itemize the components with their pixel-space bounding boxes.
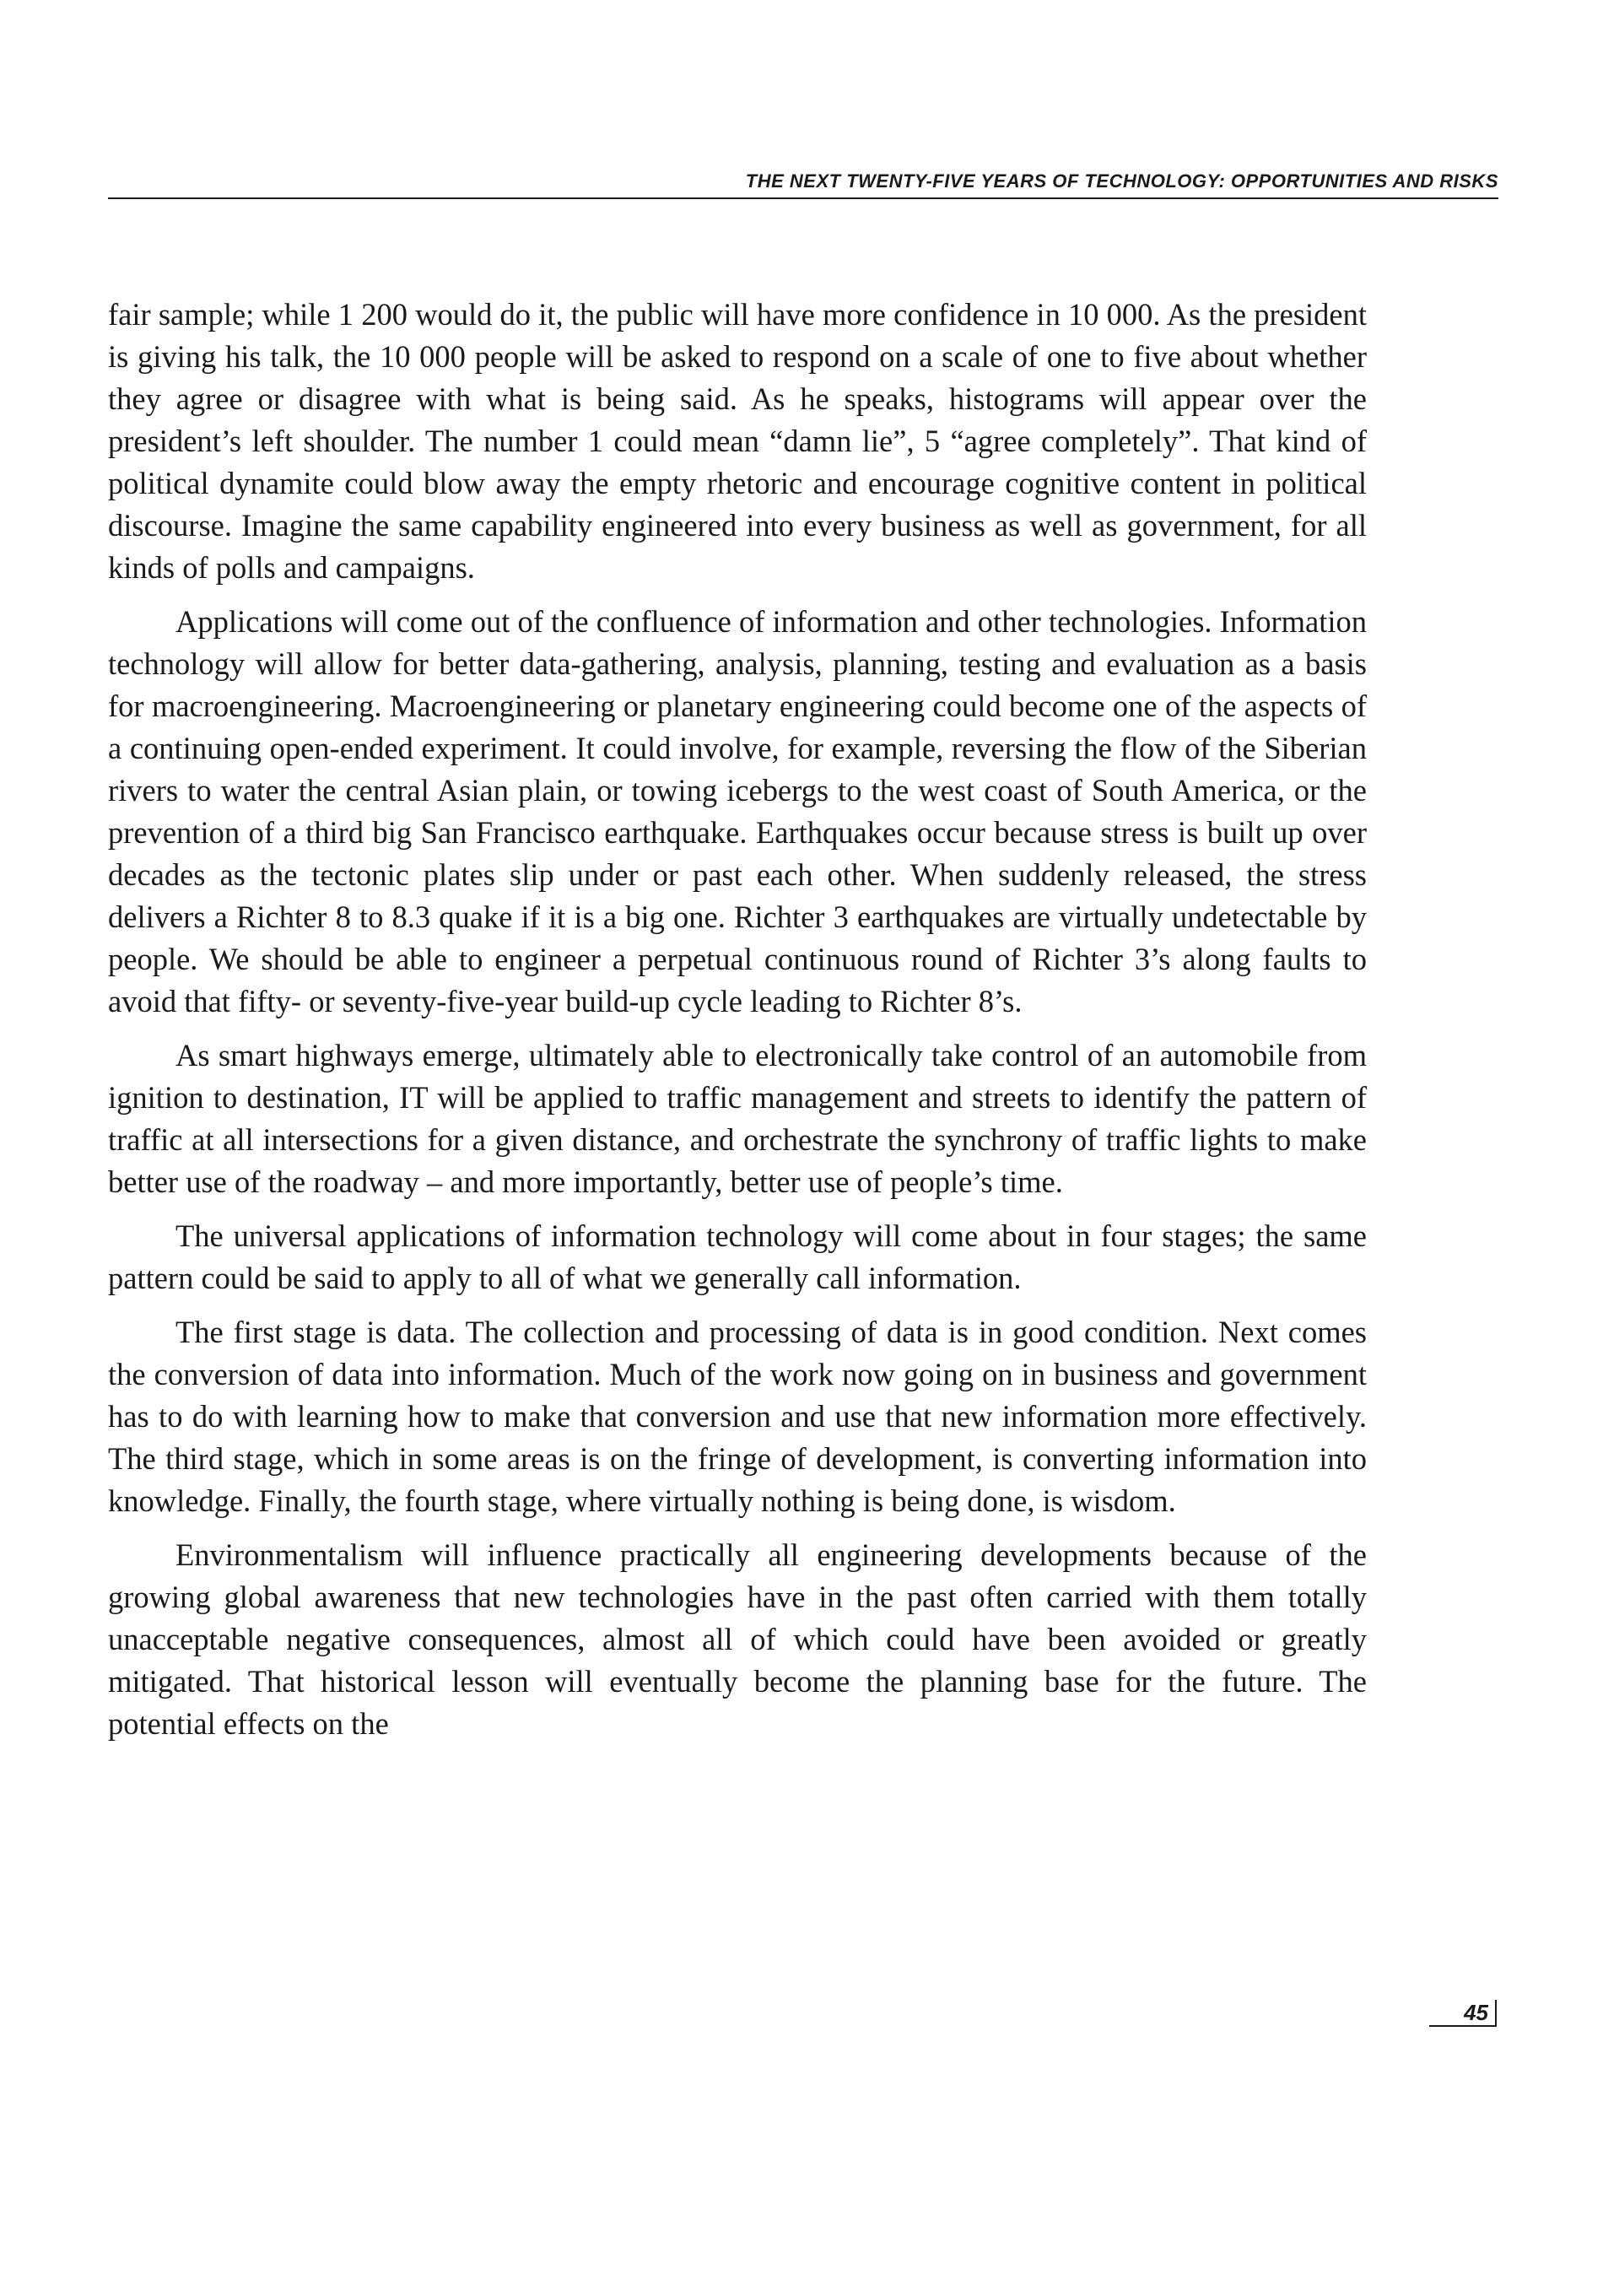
paragraph-four-stages: The universal applications of information technology will come about in four stages; the same pattern could be said to apply to all of what we generally call information. <box>108 1218 1367 1295</box>
page-number: 45 <box>1429 2000 1497 2027</box>
running-header-title: THE NEXT TWENTY-FIVE YEARS OF TECHNOLOGY: OPPORTUNITIES AND RISKS <box>745 170 1498 192</box>
paragraph-environmentalism: Environmentalism will influence practically all engineering developments because of the growing global awareness that new technologies have in the past often carried with them totally unacceptable negative consequences, almost all of which could have been avoided or greatly mitigated. That historical lesson will eventually become the planning base for the future. The potential effects on the <box>108 1537 1367 1741</box>
paragraph-smart-highways: As smart highways emerge, ultimately able to electronically take control of an automobile from ignition to destination, IT will be applied to traffic management and streets to identify the pattern of traffic at all intersections for a given distance, and orchestrate the synchrony of traffic lights to make better use of the roadway – and more importantly, better use of people’s time. <box>108 1038 1367 1199</box>
header-rule <box>108 197 1498 199</box>
paragraph-first-stage: The first stage is data. The collection and processing of data is in good condition. Next comes the conversion of data into information. Much of the work now going on in business and government has to do with learning how to make that conversion and use that new information more effectively. The third stage, which in some areas is on the fringe of development, is converting information into knowledge. Finally, the fourth stage, where virtually nothing is being done, is wisdom. <box>108 1315 1367 1518</box>
body-text <box>108 294 1367 1757</box>
paragraph-continued: fair sample; while 1 200 would do it, the public will have more confidence in 10 000. As the president is giving his talk, the 10 000 people will be asked to respond on a scale of one to five about whether they agree or disagree with what is being said. As he speaks, histograms will appear over the president’s left shoulder. The number 1 could mean “damn lie”, 5 “agree completely”. That kind of political dynamite could blow away the empty rhetoric and encourage cognitive content in political discourse. Imagine the same capability engineered into every business as well as government, for all kinds of polls and campaigns. <box>108 297 1367 585</box>
paragraph-applications: Applications will come out of the confluence of information and other technologies. Information technology will allow for better data-gathering, analysis, planning, testing and evaluation as a basis for macroengineering. Macroengineering or planetary engineering could become one of the aspects of a continuing open-ended experiment. It could involve, for example, reversing the flow of the Siberian rivers to water the central Asian plain, or towing icebergs to the west coast of South America, or the prevention of a third big San Francisco earthquake. Earthquakes occur because stress is built up over decades as the tectonic plates slip under or past each other. When suddenly released, the stress delivers a Richter 8 to 8.3 quake if it is a big one. Richter 3 earthquakes are virtually undetectable by people. We should be able to engineer a perpetual continuous round of Richter 3’s along faults to avoid that fifty- or seventy-five-year build-up cycle leading to Richter 8’s. <box>108 604 1367 1018</box>
